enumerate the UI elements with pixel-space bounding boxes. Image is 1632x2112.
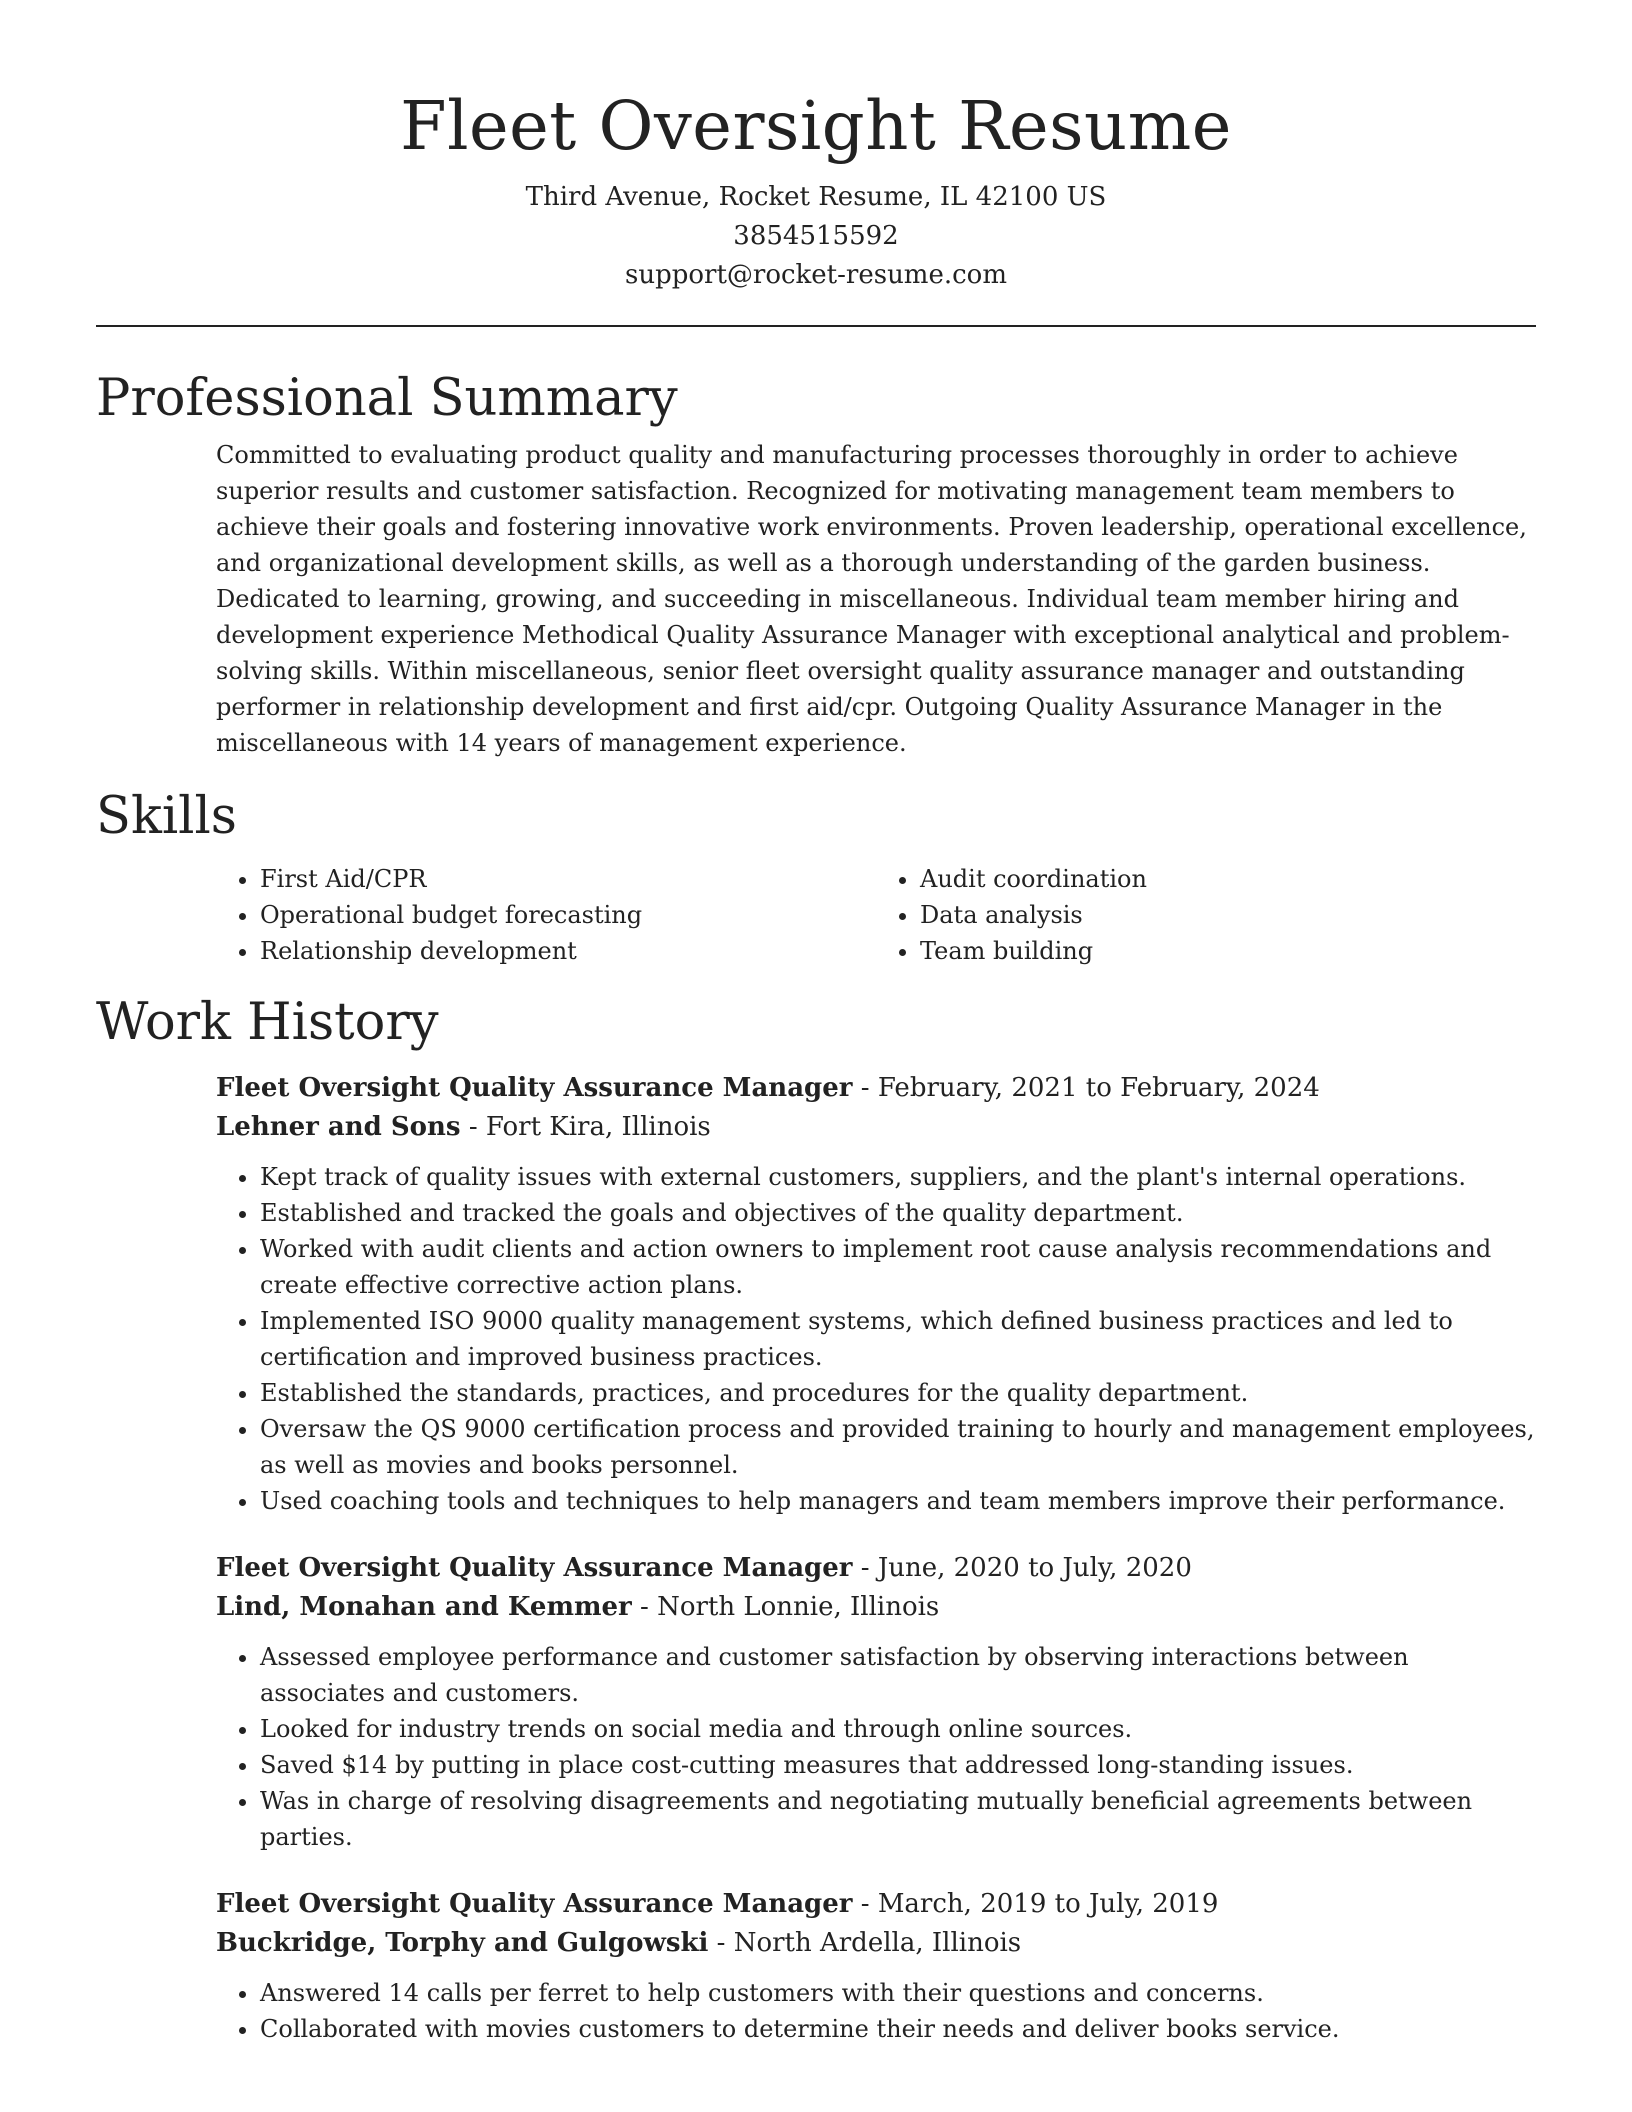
skill-item: • Audit coordination bbox=[920, 861, 1536, 897]
job-separator: - bbox=[852, 1073, 878, 1103]
resume-page bbox=[96, 0, 1536, 2047]
job-company-line bbox=[216, 1588, 1536, 1627]
job-company: Lehner and Sons bbox=[216, 1112, 461, 1142]
job-bullet: • Collaborated with movies customers to determine their needs and deliver books service. bbox=[260, 2011, 1536, 2047]
job-bullet: • Established and tracked the goals and objectives of the quality department. bbox=[260, 1195, 1536, 1231]
job-separator: - bbox=[852, 1889, 878, 1919]
skill-item: • Operational budget forecasting bbox=[260, 897, 876, 933]
skills-list bbox=[216, 861, 1536, 969]
job-dates: February, 2021 to February, 2024 bbox=[877, 1073, 1320, 1103]
job-company: Buckridge, Torphy and Gulgowski bbox=[216, 1928, 709, 1958]
job-entry bbox=[216, 1549, 1536, 1855]
job-bullet: • Established the standards, practices, and procedures for the quality department. bbox=[260, 1375, 1536, 1411]
job-dates: June, 2020 to July, 2020 bbox=[877, 1553, 1192, 1583]
skills-column-right bbox=[876, 861, 1536, 969]
job-title-line bbox=[216, 1885, 1536, 1924]
skill-item: • First Aid/CPR bbox=[260, 861, 876, 897]
header-divider bbox=[96, 325, 1536, 327]
skills-heading: Skills bbox=[96, 787, 237, 846]
skill-item: • Relationship development bbox=[260, 933, 876, 969]
job-bullet: • Was in charge of resolving disagreements and negotiating mutually beneficial agreements between parties. bbox=[260, 1783, 1536, 1855]
job-bullet: • Oversaw the QS 9000 certification process and provided training to hourly and management employees, as well as movies and books personnel. bbox=[260, 1411, 1536, 1483]
job-bullets bbox=[216, 1639, 1536, 1855]
job-title: Fleet Oversight Quality Assurance Manager bbox=[216, 1553, 853, 1583]
contact-address: Third Avenue, Rocket Resume, IL 42100 US bbox=[525, 182, 1107, 212]
job-bullet: • Looked for industry trends on social media and through online sources. bbox=[260, 1711, 1536, 1747]
job-title: Fleet Oversight Quality Assurance Manager bbox=[216, 1889, 853, 1919]
summary-heading: Professional Summary bbox=[96, 369, 678, 428]
job-title: Fleet Oversight Quality Assurance Manager bbox=[216, 1073, 853, 1103]
job-bullet: • Worked with audit clients and action owners to implement root cause analysis recommendations and create effective corrective action plans. bbox=[260, 1231, 1536, 1303]
job-company: Lind, Monahan and Kemmer bbox=[216, 1592, 632, 1622]
skill-item: • Data analysis bbox=[920, 897, 1536, 933]
contact-phone: 3854515592 bbox=[733, 221, 899, 251]
job-bullet: • Answered 14 calls per ferret to help customers with their questions and concerns. bbox=[260, 1975, 1536, 2011]
job-company-line bbox=[216, 1108, 1536, 1147]
job-title-line bbox=[216, 1549, 1536, 1588]
job-entry bbox=[216, 1885, 1536, 2047]
job-bullet: • Implemented ISO 9000 quality management systems, which defined business practices and led to certification and improved business practices. bbox=[260, 1303, 1536, 1375]
summary-text: Committed to evaluating product quality and manufacturing processes thoroughly in order to achieve superior results and customer satisfaction. Recognized for motivating management team members to achieve their goals and fostering innovative work environments. Proven leadership, operational excellence, and organizational development skills, as well as a thorough understanding of the garden business. Dedicated to learning, growing, and succeeding in miscellaneous. Individual team member hiring and development experience Methodical Quality Assurance Manager with exceptional analytical and problem-solving skills. Within miscellaneous, senior fleet oversight quality assurance manager and outstanding performer in relationship development and first aid/cpr. Outgoing Quality Assurance Manager in the miscellaneous with 14 years of management experience. bbox=[216, 441, 1527, 757]
job-bullet: • Assessed employee performance and customer satisfaction by observing interactions between associates and customers. bbox=[260, 1639, 1536, 1711]
job-bullet: • Saved $14 by putting in place cost-cutting measures that addressed long-standing issues. bbox=[260, 1747, 1536, 1783]
skill-item: • Team building bbox=[920, 933, 1536, 969]
job-separator: - bbox=[460, 1112, 486, 1142]
job-location: Fort Kira, Illinois bbox=[485, 1112, 711, 1142]
work-history-heading: Work History bbox=[96, 993, 439, 1052]
job-location: North Ardella, Illinois bbox=[733, 1928, 1022, 1958]
skills-column-left bbox=[216, 861, 876, 969]
job-entry bbox=[216, 1069, 1536, 1519]
job-bullet: • Used coaching tools and techniques to help managers and team members improve their performance. bbox=[260, 1483, 1536, 1519]
job-location: North Lonnie, Illinois bbox=[657, 1592, 940, 1622]
job-bullets bbox=[216, 1975, 1536, 2047]
job-bullets bbox=[216, 1159, 1536, 1519]
job-bullet: • Kept track of quality issues with external customers, suppliers, and the plant's internal operations. bbox=[260, 1159, 1536, 1195]
job-separator: - bbox=[631, 1592, 658, 1622]
resume-name: Fleet Oversight Resume bbox=[400, 87, 1232, 165]
job-separator: - bbox=[852, 1553, 878, 1583]
contact-block bbox=[96, 178, 1536, 295]
job-separator: - bbox=[708, 1928, 734, 1958]
job-title-line bbox=[216, 1069, 1536, 1108]
job-company-line bbox=[216, 1924, 1536, 1963]
job-dates: March, 2019 to July, 2019 bbox=[877, 1889, 1219, 1919]
contact-email: support@rocket-resume.com bbox=[624, 260, 1007, 290]
